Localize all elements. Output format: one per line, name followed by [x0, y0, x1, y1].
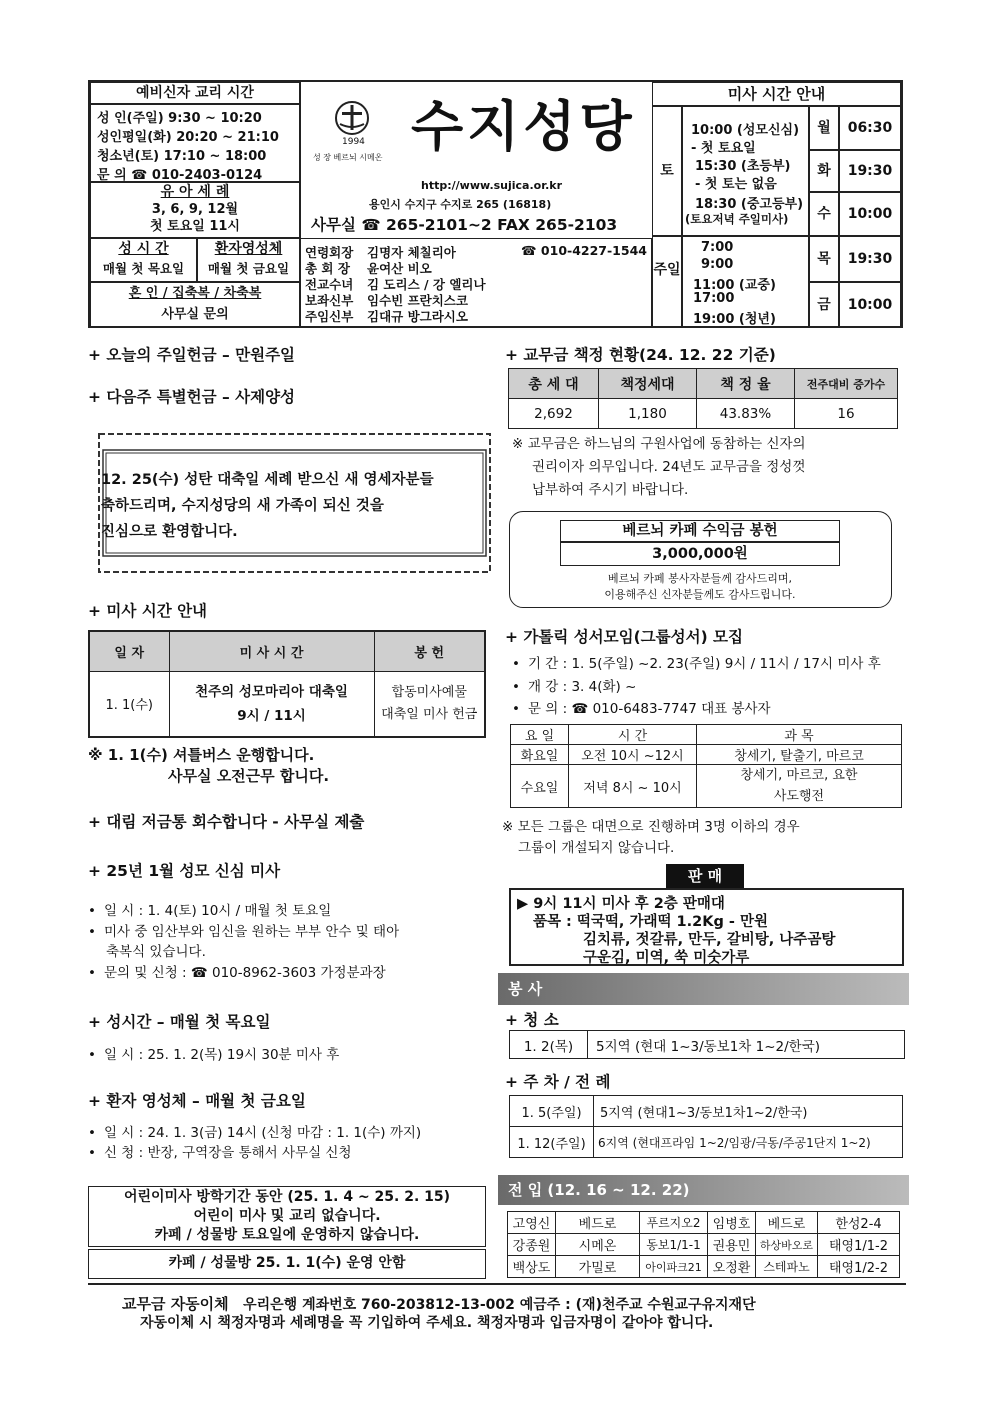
- bible-table: [510, 724, 902, 808]
- marian-item: • 일 시 : 1. 4(토) 10시 / 매월 첫 토요일: [88, 899, 331, 919]
- holyhour-title: + 성시간 – 매월 첫 목요일: [88, 1013, 271, 1031]
- staff-role: 보좌신부: [305, 293, 354, 308]
- catechism-title: 예비신자 교리 시간: [136, 85, 254, 101]
- auto-transfer-label: 교무금 자동이체: [122, 1295, 229, 1313]
- staff-role: 총 회 장: [305, 261, 350, 276]
- sick-item: • 신 청 : 반장, 구역장을 통해서 사무실 신청: [88, 1141, 352, 1161]
- holy-hour-title: 성 시 간: [118, 241, 169, 257]
- today-offering: + 오늘의 주일헌금 – 만원주일: [88, 346, 296, 364]
- move-in-cell: 베드로: [556, 1212, 640, 1234]
- children-line: 어린이 미사 및 교리 없습니다.: [193, 1208, 381, 1224]
- move-in-cell: 임병호: [708, 1212, 756, 1234]
- sale-line: 구운김, 미역, 쑥 미숫가루: [583, 950, 750, 966]
- mass-col-offer: 봉 헌: [374, 631, 485, 671]
- move-in-cell: 베드로: [756, 1212, 818, 1234]
- church-title-area: [300, 82, 652, 238]
- tithe-header: 책정세대: [599, 369, 697, 399]
- marian-item: • 미사 중 임산부와 임신을 원하는 부부 안수 및 태아: [88, 920, 399, 940]
- sunday-masses: [682, 236, 809, 328]
- tithe-note: ※ 교무금은 하느님의 구원사업에 동참하는 신자의: [512, 436, 806, 452]
- move-in-cell: 권용민: [708, 1234, 756, 1256]
- cafe-thanks-line: 베르뇌 카페 봉사자분들께 감사드리며,: [607, 572, 792, 585]
- church-address: 용인시 수지구 수지로 265 (16818): [369, 198, 552, 211]
- weekday-time: 06:30: [847, 120, 893, 136]
- tithe-header: 총 세 대: [509, 369, 599, 399]
- weekday-cell: [809, 282, 839, 328]
- mass-times-title-cell: [652, 82, 901, 106]
- move-in-cell: 푸르지오2: [640, 1212, 708, 1234]
- catechism-row: 성인평일(화) 20:20 ~ 21:10: [97, 130, 279, 145]
- mass-date: 1. 1(수): [89, 671, 169, 737]
- tithe-value: 2,692: [509, 399, 599, 429]
- catechism-title-cell: [90, 82, 300, 104]
- move-in-cell: 동보1/1-1: [640, 1234, 708, 1256]
- tithe-header: 전주대비 증가수: [795, 369, 898, 399]
- bible-time: 오전 10시 ~12시: [569, 745, 697, 765]
- move-in-cell: 가밀로: [556, 1256, 640, 1278]
- children-line: 카페 / 성물방 토요일에 운영하지 않습니다.: [154, 1227, 420, 1243]
- table-row: [511, 745, 902, 765]
- parking-title: + 주 차 / 전 례: [505, 1073, 611, 1091]
- saturday-mass-line: - 첫 토요일: [691, 141, 756, 156]
- weekday-cell: [809, 236, 839, 282]
- baptism-text: 축하드리며, 수지성당의 새 가족이 되신 것을: [101, 498, 384, 514]
- table-header-row: [89, 631, 485, 671]
- church-logo-icon: [334, 100, 370, 136]
- sunday-mass-line: 19:00 (청년): [693, 312, 776, 327]
- mass-section-title: + 미사 시간 안내: [88, 602, 208, 620]
- table-row: [510, 1096, 903, 1127]
- church-name: 수지성당: [411, 95, 636, 158]
- cafe-donation-box: [509, 511, 892, 608]
- auto-transfer-note: 자동이체 시 책정자명과 세례명을 꼭 기입하여 주세요. 책정자명과 입금자명이 같아야 합니다.: [140, 1315, 714, 1331]
- holyhour-item: • 일 시 : 25. 1. 2(목) 19시 30분 미사 후: [88, 1043, 339, 1063]
- catechism-row: 성 인(주일) 9:30 ~ 10:20: [97, 111, 262, 126]
- saturday-masses: [682, 106, 809, 236]
- weekday-label: 화: [817, 163, 831, 179]
- tithe-value: 1,180: [599, 399, 697, 429]
- move-in-cell: 한성2-4: [818, 1212, 900, 1234]
- bible-title: + 가톨릭 성서모임(그룹성서) 모집: [505, 628, 743, 646]
- cafe-thanks: [510, 571, 890, 603]
- infant-title: 유 아 세 례: [160, 184, 230, 200]
- sale-box: [509, 888, 904, 966]
- sunday-label: 주일: [653, 262, 681, 278]
- tithe-value: 16: [795, 399, 898, 429]
- move-in-table: [507, 1211, 900, 1278]
- infant-time: 첫 토요일 11시: [150, 219, 240, 234]
- cafe-thanks-line: 이용해주신 신자분들께도 감사드립니다.: [604, 588, 796, 601]
- move-in-cell: 시메온: [556, 1234, 640, 1256]
- sick-communion-title: 환자영성체: [214, 241, 283, 257]
- cleaning-date: 1. 2(목): [510, 1031, 588, 1059]
- infant-months: 3, 6, 9, 12월: [151, 202, 239, 217]
- sunday-mass-line: 17:00: [693, 291, 735, 306]
- cafe-closed-box: [88, 1249, 486, 1279]
- bible-header: 요 일: [511, 725, 569, 745]
- table-row: [510, 1127, 903, 1158]
- office-contact: 사무실 ☎ 265-2101~2 FAX 265-2103: [311, 216, 618, 234]
- children-mass-box: [88, 1186, 486, 1247]
- saturday-mass-line: (토요저녁 주일미사): [685, 212, 789, 226]
- tithe-note: 납부하여 주시기 바랍니다.: [532, 482, 689, 498]
- move-in-cell: 스테파노: [756, 1256, 818, 1278]
- cleaning-area: 5지역 (현대 1~3/동보1차 1~2/한국): [588, 1031, 905, 1059]
- staff-role: 전교수녀: [305, 277, 354, 292]
- weekday-time-cell: [839, 106, 901, 150]
- parking-date: 1. 5(주일): [510, 1096, 594, 1127]
- weekday-time: 10:00: [847, 297, 893, 313]
- weekday-time-cell: [839, 282, 901, 328]
- mass-offering: [374, 671, 485, 737]
- parking-table: [509, 1095, 903, 1158]
- sale-line: 품목 : 떡국떡, 가래떡 1.2Kg - 만원: [533, 914, 768, 930]
- staff-role: 주임신부: [305, 309, 354, 324]
- staff-name: 김대규 방그라시오: [367, 309, 468, 324]
- tithe-table: [508, 368, 898, 429]
- move-in-cell: 하상바오로: [756, 1234, 818, 1256]
- saturday-mass-line: 10:00 (성모신심): [691, 123, 800, 138]
- staff-phone: ☎ 010-4227-1544: [521, 243, 647, 258]
- bible-note: ※ 모든 그룹은 대면으로 진행하며 3명 이하의 경우: [502, 819, 800, 835]
- wedding-cell: [90, 282, 300, 328]
- next-offering: + 다음주 특별헌금 – 사제양성: [88, 388, 296, 406]
- move-in-cell: 오정환: [708, 1256, 756, 1278]
- sunday-mass-line: 11:00 (교중): [693, 278, 776, 293]
- weekday-time-cell: [839, 192, 901, 236]
- tithe-header: 책 정 율: [697, 369, 795, 399]
- catechism-row: 문 의 ☎ 010-2403-0124: [97, 168, 263, 183]
- move-in-cell: 강종원: [508, 1234, 556, 1256]
- table-row: [511, 765, 902, 808]
- logo-year: 1994: [342, 137, 365, 147]
- church-url[interactable]: http://www.sujica.or.kr: [421, 179, 562, 192]
- infant-baptism: [90, 182, 300, 238]
- cafe-title-cell: [560, 520, 840, 542]
- cafe-amount-cell: [560, 542, 840, 566]
- sunday-label-cell: [652, 236, 682, 328]
- sale-line: ▶ 9시 11시 미사 후 2층 판매대: [517, 896, 725, 912]
- bible-day: 수요일: [511, 765, 569, 808]
- saturday-label-cell: [652, 106, 682, 236]
- sunday-mass-line: 7:00: [701, 240, 734, 255]
- tithe-note: 권리이자 의무입니다. 24년도 교무금을 정성껏: [532, 459, 806, 475]
- cafe-closed: 카페 / 성물방 25. 1. 1(수) 운영 안함: [168, 1255, 406, 1271]
- mass-table: [88, 630, 486, 738]
- bible-subject-line: 창세기, 마르코, 요한: [740, 768, 858, 783]
- footer-divider: [88, 1283, 906, 1285]
- parking-area: 6지역 (현대프라임 1~2/임광/극동/주공1단지 1~2): [594, 1127, 903, 1158]
- table-row: [508, 1256, 900, 1278]
- bible-subject: [697, 765, 902, 808]
- mass-times-title: 미사 시간 안내: [727, 85, 826, 103]
- table-header-row: [511, 725, 902, 745]
- saturday-mass-line: - 첫 토는 없음: [695, 177, 777, 192]
- sick-title: + 환자 영성체 – 매월 첫 금요일: [88, 1092, 306, 1110]
- staff-role: 연령회장: [305, 245, 354, 260]
- staff-list: [300, 238, 652, 328]
- mass-col-time: 미 사 시 간: [169, 631, 374, 671]
- baptism-text: 12. 25(수) 성탄 대축일 세례 받으신 새 영세자분들: [101, 472, 434, 488]
- saturday-mass-line: 18:30 (중고등부): [695, 197, 804, 212]
- shuttle-notice: ※ 1. 1(수) 셔틀버스 운행합니다.: [88, 746, 315, 764]
- bible-header: 시 간: [569, 725, 697, 745]
- advent-box-notice: + 대림 저금통 회수합니다 - 사무실 제출: [88, 813, 365, 831]
- marian-item: • 문의 및 신청 : ☎ 010-8962-3603 가정분과장: [88, 961, 386, 981]
- bible-subject-line: 사도행전: [773, 789, 825, 804]
- cafe-amount: 3,000,000원: [652, 546, 748, 562]
- staff-name: 김 도리스 / 강 엘리나: [367, 277, 486, 292]
- bible-note: 그룹이 개설되지 않습니다.: [518, 840, 675, 856]
- move-in-cell: 아이파크21: [640, 1256, 708, 1278]
- baptism-frame: [97, 432, 492, 574]
- catechism-row: 청소년(토) 17:10 ~ 18:00: [97, 149, 267, 164]
- auto-transfer-info: [122, 1293, 756, 1314]
- sick-item: • 일 시 : 24. 1. 3(금) 14시 (신청 마감 : 1. 1(수) 까지): [88, 1121, 421, 1141]
- bible-item: • 기 간 : 1. 5(주일) ~2. 23(주일) 9시 / 11시 / 17시 미사 후: [512, 652, 881, 672]
- bible-item: • 문 의 : ☎ 010-6483-7747 대표 봉사자: [512, 697, 771, 717]
- holy-hour-cell: [90, 238, 197, 282]
- weekday-label: 금: [817, 297, 831, 313]
- move-in-bar: 전 입 (12. 16 ~ 12. 22): [498, 1175, 909, 1205]
- mass-offer-line: 대축일 미사 헌금: [381, 706, 478, 722]
- bible-subject: 창세기, 탈출기, 마르코: [697, 745, 902, 765]
- table-row: [508, 1212, 900, 1234]
- weekday-cell: [809, 192, 839, 236]
- bank-account: 우리은행 계좌번호 760-203812-13-002 예금주 : (재)천주교 수원교구유지재단: [243, 1297, 756, 1313]
- mass-name: 천주의 성모마리아 대축일: [195, 683, 348, 700]
- move-in-cell: 고영신: [508, 1212, 556, 1234]
- wedding-value: 사무실 문의: [161, 307, 229, 322]
- weekday-time-cell: [839, 236, 901, 282]
- cafe-title: 베르뇌 카페 수익금 봉헌: [622, 523, 778, 539]
- mass-offer-line: 합동미사예물: [391, 684, 467, 700]
- sunday-mass-line: 9:00: [701, 257, 734, 272]
- baptism-text: 진심으로 환영합니다.: [101, 524, 238, 540]
- weekday-time-cell: [839, 150, 901, 192]
- move-in-cell: 태영1/2-2: [818, 1256, 900, 1278]
- mass-detail: [169, 671, 374, 737]
- catechism-hours: [90, 104, 300, 182]
- table-row: [89, 671, 485, 737]
- weekday-time: 19:30: [847, 163, 893, 179]
- saturday-mass-line: 15:30 (초등부): [695, 159, 791, 174]
- weekday-cell: [809, 150, 839, 192]
- sale-label: 판 매: [687, 867, 723, 885]
- staff-name: 김명자 체칠리아: [367, 245, 456, 260]
- service-bar: 봉 사: [498, 973, 909, 1005]
- cleaning-title: + 청 소: [505, 1011, 559, 1029]
- tithe-value: 43.83%: [697, 399, 795, 429]
- marian-title: + 25년 1월 성모 신심 미사: [88, 862, 281, 880]
- weekday-time: 19:30: [847, 251, 893, 267]
- marian-item-cont: 축복식 있습니다.: [106, 944, 206, 960]
- weekday-cell: [809, 106, 839, 150]
- move-in-cell: 태영1/1-2: [818, 1234, 900, 1256]
- mass-col-date: 일 자: [89, 631, 169, 671]
- weekday-label: 목: [817, 251, 831, 267]
- table-row: [510, 1031, 905, 1059]
- weekday-time: 10:00: [847, 206, 893, 222]
- table-header-row: [509, 369, 898, 399]
- parking-area: 5지역 (현대1~3/동보1차1~2/한국): [594, 1096, 903, 1127]
- holy-hour-value: 매월 첫 목요일: [102, 261, 185, 276]
- wedding-title: 혼 인 / 집축복 / 차축복: [128, 286, 262, 301]
- sale-line: 김치류, 젓갈류, 만두, 갈비탕, 나주곰탕: [583, 932, 836, 948]
- weekday-label: 월: [817, 120, 831, 136]
- sick-communion-cell: [197, 238, 300, 282]
- tithe-title: + 교무금 책정 현황(24. 12. 22 기준): [505, 346, 776, 364]
- children-line: 어린이미사 방학기간 동안 (25. 1. 4 ~ 25. 2. 15): [123, 1189, 451, 1205]
- logo-caption: 성 장 베르뇌 시메온: [313, 153, 383, 162]
- table-row: [508, 1234, 900, 1256]
- move-in-cell: 백상도: [508, 1256, 556, 1278]
- staff-name: 임수빈 프란치스코: [367, 293, 468, 308]
- parking-date: 1. 12(주일): [510, 1127, 594, 1158]
- weekday-label: 수: [817, 206, 831, 222]
- cleaning-table: [509, 1030, 905, 1059]
- bible-header: 과 목: [697, 725, 902, 745]
- office-notice: 사무실 오전근무 합니다.: [168, 767, 330, 785]
- sick-communion-value: 매월 첫 금요일: [207, 261, 290, 276]
- bulletin-header: [88, 80, 903, 328]
- saturday-label: 토: [660, 163, 674, 179]
- mass-hours: 9시 / 11시: [237, 707, 306, 724]
- bible-item: • 개 강 : 3. 4(화) ~: [512, 675, 636, 695]
- sale-label-box: [666, 864, 744, 888]
- bible-day: 화요일: [511, 745, 569, 765]
- table-row: [509, 399, 898, 429]
- staff-name: 윤여산 비오: [367, 261, 432, 276]
- bible-time: 저녁 8시 ~ 10시: [569, 765, 697, 808]
